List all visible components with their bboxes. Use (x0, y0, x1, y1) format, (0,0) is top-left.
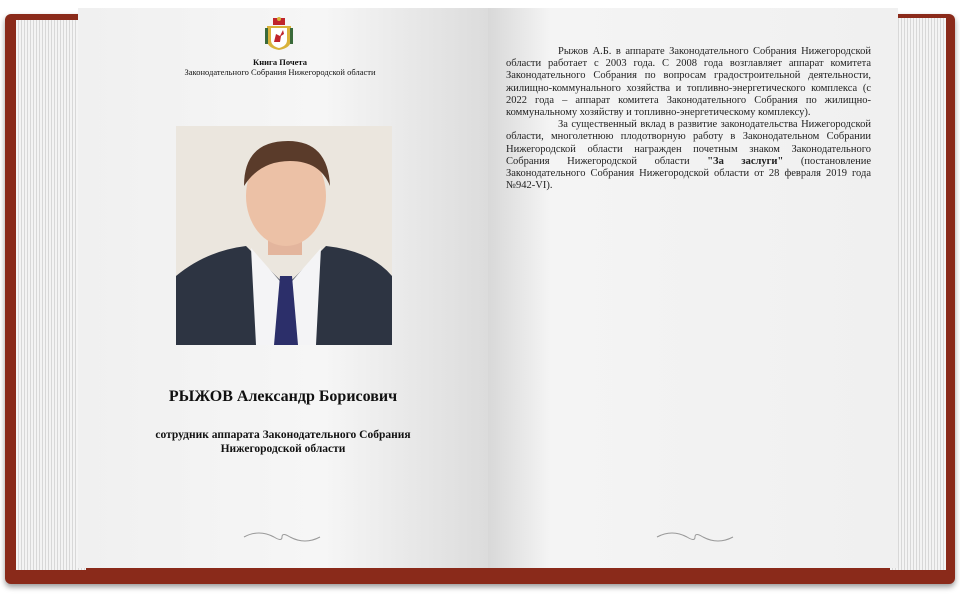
biography-paragraph-2 (506, 119, 871, 192)
coat-of-arms-icon (263, 16, 295, 52)
biography-text (506, 46, 871, 192)
book-title: Книга Почета (253, 57, 307, 67)
ornament-icon (242, 530, 322, 544)
portrait-photo (176, 126, 392, 345)
page-edges-left (16, 20, 86, 570)
award-decree: (постановление Законодательного Собрания Нижегородской области от 28 февраля 2019 года №942-VI). (506, 155, 872, 192)
award-name: "За заслуги" (707, 155, 784, 167)
award-text: За существенный вклад в развитие законодательства Нижегородской области, многолетнюю плодотворную работу в Законодательном Собрании Нижегородской области награжден почетным знаком Законодательного Собрания Нижегородской области (506, 119, 871, 167)
ornament-icon (655, 530, 735, 544)
page-edges-right (890, 18, 946, 570)
book-subtitle: Законодательного Собрания Нижегородской области (184, 67, 376, 77)
biography-paragraph-1: Рыжов А.Б. в аппарате Законодательного Собрания Нижегородской области работает с 2003 года. С 2008 года возглавляет аппарат комитета Законодательного Собрания по вопросам градостроительной деятельности, жилищно-коммунального хозяйства и топливно-энергетического комплекса (с 2022 года – аппарат комитета Законодательного Собрания по жилищно-коммунальному хозяйству и топливно-энергетическому комплексу). (506, 46, 871, 119)
person-region: Нижегородской области (220, 443, 346, 455)
person-name: РЫЖОВ Александр Борисович (168, 388, 398, 405)
person-position: сотрудник аппарата Законодательного Собрания (155, 429, 411, 441)
